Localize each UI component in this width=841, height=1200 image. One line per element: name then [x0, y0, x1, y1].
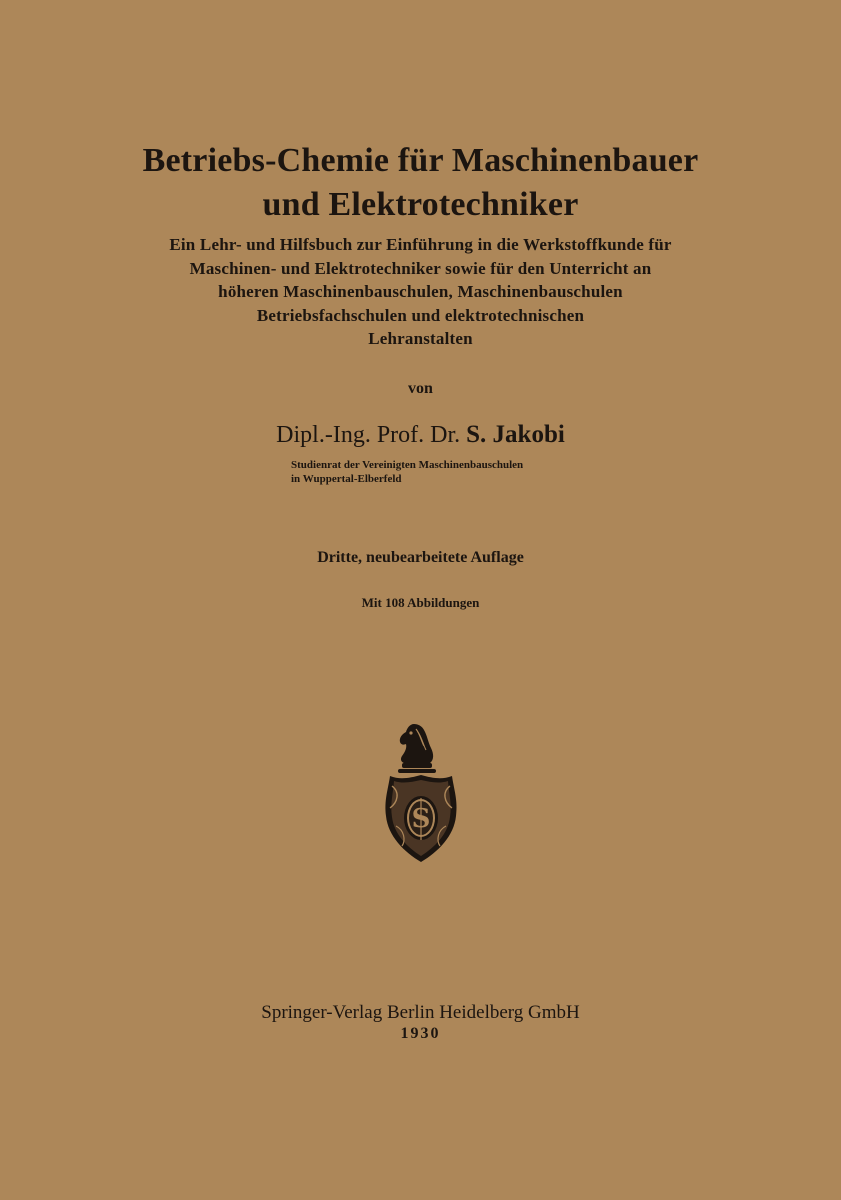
edition-note: Dritte, neubearbeitete Auflage — [317, 549, 524, 566]
byline-von: von — [408, 380, 433, 397]
author-prefix: Dipl.-Ing. Prof. Dr. — [276, 422, 461, 448]
affiliation-line-1: Studienrat der Vereinigten Maschinenbauschulen — [291, 459, 524, 471]
title-line-1: Betriebs-Chemie für Maschinenbauer — [142, 142, 699, 179]
springer-horse-head-emblem-icon — [380, 720, 462, 866]
subtitle-line-1: Ein Lehr- und Hilfsbuch zur Einführung in die Werkstoffkunde für — [169, 235, 672, 254]
affiliation-line-2: in Wuppertal-Elberfeld — [291, 473, 402, 485]
subtitle-line-3: höheren Maschinenbauschulen, Maschinenbauschulen — [218, 282, 623, 301]
subtitle-line-5: Lehranstalten — [368, 329, 473, 348]
author-name: S. Jakobi — [466, 421, 565, 448]
svg-text:S: S — [411, 804, 431, 834]
subtitle-line-2: Maschinen- und Elektrotechniker sowie für den Unterricht an — [189, 258, 652, 278]
publisher-name: Springer-Verlag Berlin Heidelberg GmbH — [261, 1002, 580, 1023]
publication-year: 1930 — [400, 1025, 441, 1042]
book-title — [0, 139, 841, 227]
author-affiliation — [291, 458, 523, 486]
subtitle-line-4: Betriebsfachschulen und elektrotechnischen — [256, 305, 585, 325]
author-line — [0, 421, 841, 449]
figures-note: Mit 108 Abbildungen — [361, 595, 480, 610]
title-line-2: und Elektrotechniker — [262, 186, 579, 223]
book-subtitle — [0, 233, 841, 351]
